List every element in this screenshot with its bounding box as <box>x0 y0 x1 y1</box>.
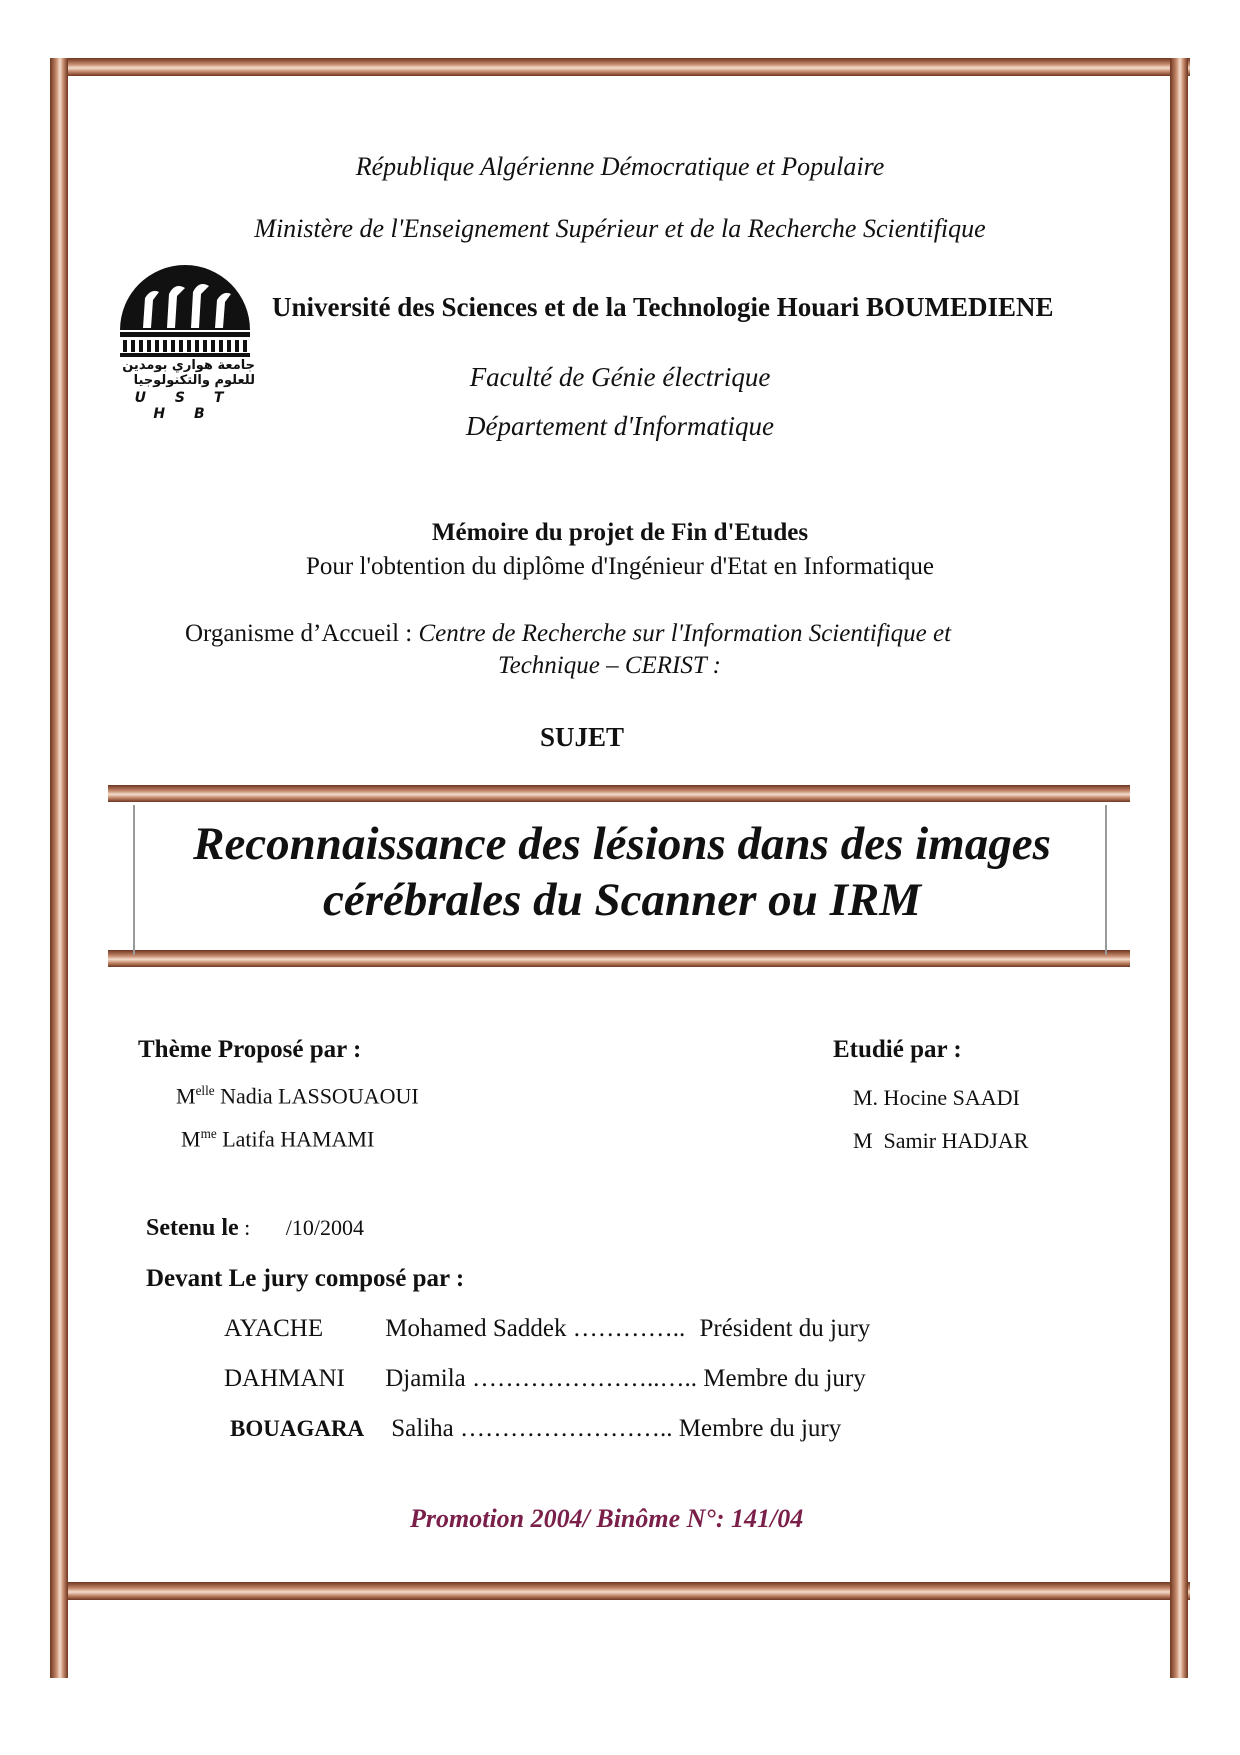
frame-right <box>1170 58 1188 1678</box>
memoire-title: Mémoire du projet de Fin d'Etudes <box>431 519 809 546</box>
logo-letters: U S T H B <box>134 390 236 422</box>
defense-label: Setenu le <box>146 1215 239 1241</box>
person-title-sup: me <box>200 1126 217 1141</box>
defense-colon: : <box>244 1215 251 1240</box>
republic-line: République Algérienne Démocratique et Populaire <box>355 152 885 181</box>
subject-label: SUJET <box>540 722 625 752</box>
jury-dots: ………….. <box>572 1315 686 1342</box>
frame-bottom <box>50 1582 1190 1600</box>
jury-member-1 <box>224 1315 870 1343</box>
memoire-subtitle: Pour l'obtention du diplôme d'Ingénieur d'Etat en Informatique <box>306 553 934 580</box>
host-name-part1: Centre de Recherche sur l'Information Scientifique et <box>418 620 952 647</box>
ministry-line: Ministère de l'Enseignement Supérieur et de la Recherche Scientifique <box>254 214 986 243</box>
jury-surname: DAHMANI <box>224 1365 345 1392</box>
jury-firstname: Mohamed Saddek <box>385 1315 567 1342</box>
defense-date: /10/2004 <box>285 1215 365 1240</box>
jury-firstname: Djamila <box>385 1365 466 1392</box>
subject-title-line2: cérébrales du Scanner ou IRM <box>322 874 921 926</box>
proposed-person-2 <box>181 1126 374 1152</box>
host-name-part2: Technique – CERIST : <box>498 652 721 679</box>
logo-arabic-text: جامعة هواري بومدين للعلوم والتكنولوجيا <box>122 358 255 388</box>
department-name: Département d'Informatique <box>466 411 774 441</box>
person-name: Nadia LASSOUAOUI <box>220 1083 419 1109</box>
jury-label: Devant Le jury composé par : <box>146 1265 465 1292</box>
person-title: M <box>176 1083 196 1109</box>
title-frame-top <box>108 785 1130 802</box>
jury-role: Membre du jury <box>703 1365 866 1392</box>
host-label: Organisme d’Accueil : <box>185 620 413 647</box>
studied-person-2: M Samir HADJAR <box>853 1128 1029 1153</box>
jury-role: Président du jury <box>699 1315 871 1342</box>
host-organisation-line1 <box>185 620 951 648</box>
jury-member-3 <box>230 1415 841 1443</box>
jury-surname: AYACHE <box>224 1315 324 1342</box>
jury-member-2 <box>224 1365 866 1393</box>
frame-left <box>50 58 68 1678</box>
defense-date-line <box>146 1215 364 1242</box>
jury-dots: …………………….. <box>460 1415 673 1442</box>
jury-dots: …………………..….. <box>472 1365 698 1392</box>
subject-title-line1: Reconnaissance des lésions dans des images <box>193 818 1051 870</box>
frame-top <box>50 58 1190 76</box>
person-name: Latifa HAMAMI <box>222 1126 375 1152</box>
jury-surname: BOUAGARA <box>230 1416 365 1441</box>
proposed-person-1 <box>176 1083 419 1109</box>
studied-person-1: M. Hocine SAADI <box>853 1085 1020 1110</box>
studied-label: Etudié par : <box>833 1036 962 1063</box>
person-title-sup: elle <box>195 1083 215 1098</box>
subject-title-box <box>133 805 1107 955</box>
university-name: Université des Sciences et de la Technologie Houari BOUMEDIENE <box>272 292 1054 322</box>
person-title: M <box>181 1126 201 1152</box>
faculty-name: Faculté de Génie électrique <box>469 362 771 392</box>
promotion-line: Promotion 2004/ Binôme N°: 141/04 <box>410 1504 804 1533</box>
proposed-label: Thème Proposé par : <box>138 1036 362 1063</box>
jury-role: Membre du jury <box>678 1415 842 1442</box>
jury-firstname: Saliha <box>391 1415 454 1442</box>
